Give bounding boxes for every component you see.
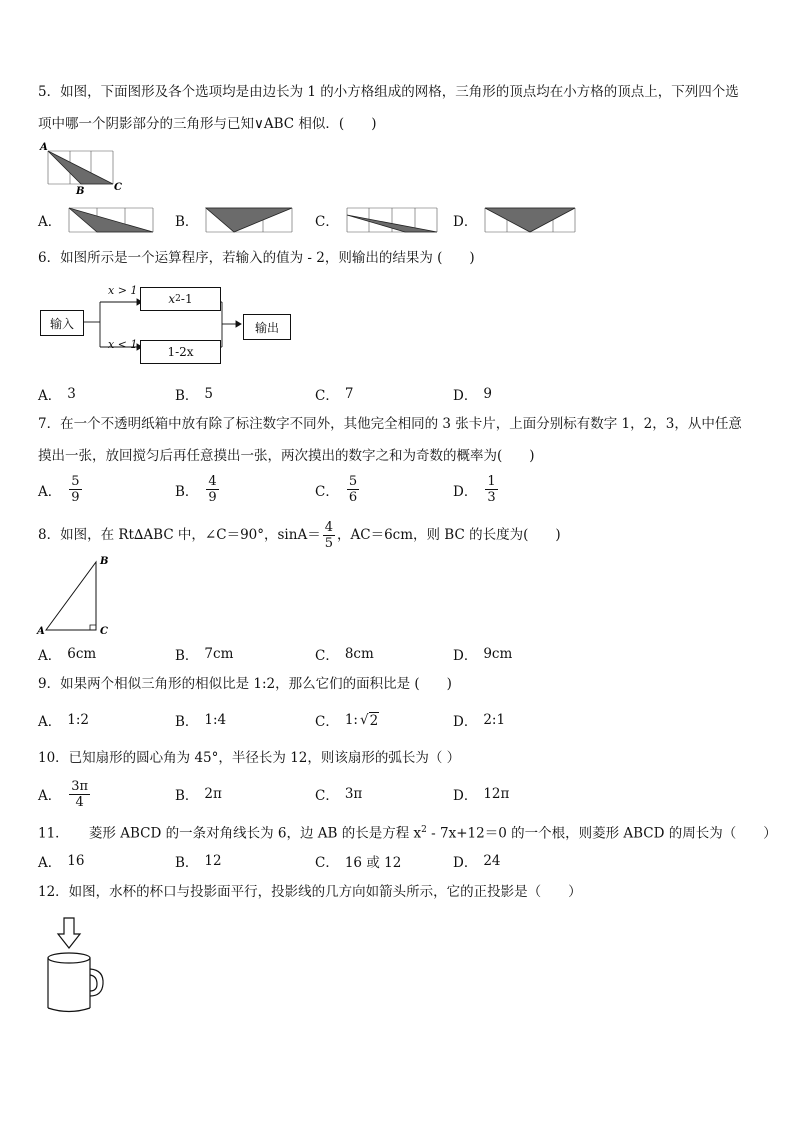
q8-option-a[interactable] [38,644,96,664]
q7-option-c-den: 6 [348,490,358,505]
q6-option-b-label: B． [175,388,199,404]
q8-option-b[interactable] [175,644,233,664]
q8-text-b: ，AC＝6cm，则 BC 的长度为( ) [336,527,561,543]
question-10-options [38,776,760,812]
q10-option-c-value: 3π [344,786,363,802]
q5-option-a-label: A． [38,214,62,230]
question-5-text-line1: 5．如图，下面图形及各个选项均是由边长为 1 的小方格组成的网格，三角形的顶点均在小方格的顶点上，下列四个选 [38,84,739,100]
q9-option-c-value: 1: [344,712,358,728]
q6-cond-bottom: x < 1 [108,338,138,351]
q6-expr-top-box [140,287,221,311]
q10-option-a-den: 4 [75,794,84,810]
q12-cup-figure [40,916,110,1020]
q10-option-d[interactable] [453,776,509,812]
q5-option-d[interactable] [453,205,577,235]
q11-option-d[interactable] [453,850,501,872]
q8-option-d[interactable] [453,644,512,664]
q5-option-c-label: C． [315,214,339,230]
q9-option-a[interactable] [38,708,89,732]
q5-option-a-figure [67,205,155,235]
q7-option-d-label: D． [453,483,478,500]
q6-expr-bottom-box: 1-2x [140,340,221,364]
question-12-text: 12．如图，水杯的杯口与投影面平行，投影线的几方向如箭头所示，它的正投影是（ ） [38,884,582,900]
q8-option-b-label: B． [175,648,199,664]
question-7-text-line2: 摸出一张，放回搅匀后再任意摸出一张，两次摸出的数字之和为奇数的概率为( ) [38,448,535,464]
q6-option-d-label: D． [453,388,478,404]
q7-option-a[interactable] [38,474,84,505]
q11-option-b[interactable] [175,850,222,872]
q11-option-c-label: C． [315,855,339,871]
q11-option-a-value: 16 [67,853,85,869]
question-11-text [38,820,777,844]
q8-option-b-value: 7cm [204,646,234,662]
question-9-options [38,708,760,744]
q9-option-b-value: 1:4 [204,712,227,728]
q8-option-c-label: C． [315,648,339,664]
q6-option-b-value: 5 [204,386,214,402]
q10-option-c[interactable] [315,776,362,812]
q7-option-c-num: 5 [348,474,358,489]
q5-option-d-figure [483,205,577,235]
q12-cup-rim [48,953,90,963]
down-arrow-icon [58,918,80,948]
q7-option-d-den: 3 [487,490,496,505]
q11-option-c-value: 16 或 12 [344,855,402,871]
q10-option-d-label: D． [453,788,478,804]
sqrt-icon: √ [359,712,369,728]
q6-option-a-value: 3 [67,386,76,402]
q9-option-a-label: A． [38,714,62,730]
q5-option-b-label: B． [175,214,199,230]
q6-output-box: 输出 [243,314,291,340]
q5-label-a: A [40,142,48,153]
q6-option-d-value: 9 [483,386,492,402]
q7-option-a-label: A． [38,483,62,500]
q7-option-c[interactable] [315,474,361,505]
q5-option-b-figure [204,205,294,235]
q11-text-b: - 7x+12＝0 的一个根，则菱形 ABCD 的周长为（ ） [426,825,777,842]
q6-expr-top-exp: 2 [175,294,181,304]
q7-option-d-fraction [485,474,497,505]
q7-option-c-fraction [347,474,359,505]
q7-option-b-label: B． [175,483,199,500]
q6-expr-top-rest: -1 [180,292,193,306]
q5-option-b[interactable] [175,205,294,235]
q10-option-b-value: 2π [204,786,222,802]
q10-option-a-label: A． [38,788,62,804]
q7-option-a-num: 5 [71,474,80,489]
q8-label-c: C [100,626,108,637]
q10-option-a[interactable] [38,776,92,812]
question-8-text [38,520,760,550]
q9-option-d[interactable] [453,708,505,732]
q7-option-d-num: 1 [487,474,496,489]
q7-option-b-den: 9 [208,490,217,505]
q7-option-a-fraction [69,474,81,505]
question-9-text: 9．如果两个相似三角形的相似比是 1:2，那么它们的面积比是 ( ) [38,676,452,692]
q5-option-d-label: D． [453,214,478,230]
q8-option-a-value: 6cm [67,646,97,662]
q9-option-d-value: 2:1 [483,712,506,728]
q7-option-d[interactable] [453,474,500,505]
q9-option-a-value: 1:2 [67,712,89,728]
question-11-options [38,850,760,886]
question-5 [38,82,760,134]
q8-frac-num: 4 [324,519,333,535]
q10-option-d-value: 12π [483,786,510,802]
q8-frac-den: 5 [324,535,333,551]
q5-option-a[interactable] [38,205,155,235]
q11-text-a: 11． 菱形 ABCD 的一条对角线长为 6，边 AB 的长是方程 x [38,825,422,842]
q5-triangle-abc [48,151,113,184]
q9-option-b-label: B． [175,714,199,730]
q9-option-c[interactable] [315,708,379,732]
q9-option-c-sqrt: 2 [369,712,379,729]
q7-option-b[interactable] [175,474,221,505]
q6-expr-top-base: x [168,292,176,306]
q6-flowchart [40,283,300,363]
q11-option-d-label: D． [453,855,478,871]
q8-option-d-label: D． [453,648,478,664]
q10-option-c-label: C． [315,788,339,804]
q5-option-c-figure [345,205,439,235]
q6-option-c[interactable] [315,384,353,404]
q9-option-c-label: C． [315,714,339,730]
q6-input-box: 输入 [40,310,84,336]
q8-label-a: A [37,626,45,637]
q5-label-c: C [114,182,122,193]
q8-text-a: 8．如图，在 Rt∆ABC 中，∠C＝90°，sinA＝ [38,527,321,543]
q9-option-d-label: D． [453,714,478,730]
q6-option-b[interactable] [175,384,213,404]
q7-option-c-label: C． [315,483,339,500]
q8-option-c[interactable] [315,644,374,664]
q11-option-b-value: 12 [204,853,222,869]
q6-option-a[interactable] [38,384,76,404]
question-5-figure [36,140,126,194]
question-7-text-line1: 7．在一个不透明纸箱中放有除了标注数字不同外，其他完全相同的 3 张卡片，上面分别标有数字 1，2，3，从中任意 [38,416,742,432]
q8-option-d-value: 9cm [483,646,513,662]
q6-option-a-label: A． [38,388,62,404]
q6-option-c-label: C． [315,388,339,404]
q8-triangle-figure [36,554,116,640]
q7-option-a-den: 9 [71,490,80,505]
q11-option-a[interactable] [38,850,84,872]
question-5-text-line2: 项中哪一个阴影部分的三角形与已知∨ABC 相似．( ) [38,116,377,132]
q10-option-a-num: 3π [71,778,89,794]
question-6-text: 6．如图所示是一个运算程序，若输入的值为 - 2，则输出的结果为 ( ) [38,250,475,266]
q8-option-a-label: A． [38,648,62,664]
q6-cond-top: x > 1 [108,284,138,297]
q8-label-b: B [100,556,109,567]
q6-option-c-value: 7 [344,386,354,402]
question-7-options [38,474,760,510]
q11-option-a-label: A． [38,855,62,871]
q11-option-c[interactable] [315,850,401,872]
question-5-options [38,205,760,241]
q11-option-d-value: 24 [483,853,501,869]
question-10-text: 10．已知扇形的圆心角为 45°，半径长为 12，则该扇形的弧长为（ ） [38,750,461,766]
q7-option-b-fraction [206,474,218,505]
q5-label-b: B [76,186,85,194]
q8-sin-fraction [323,520,335,551]
q10-option-b-label: B． [175,788,199,804]
q10-option-a-fraction [69,779,90,810]
q6-option-d[interactable] [453,384,492,404]
q5-option-c[interactable] [315,205,439,235]
q11-text-sup: 2 [421,825,427,835]
q9-option-b[interactable] [175,708,226,732]
q10-option-b[interactable] [175,776,222,812]
question-7 [38,414,760,466]
q8-option-c-value: 8cm [344,646,374,662]
q11-option-b-label: B． [175,855,199,871]
q7-option-b-num: 4 [208,474,217,489]
